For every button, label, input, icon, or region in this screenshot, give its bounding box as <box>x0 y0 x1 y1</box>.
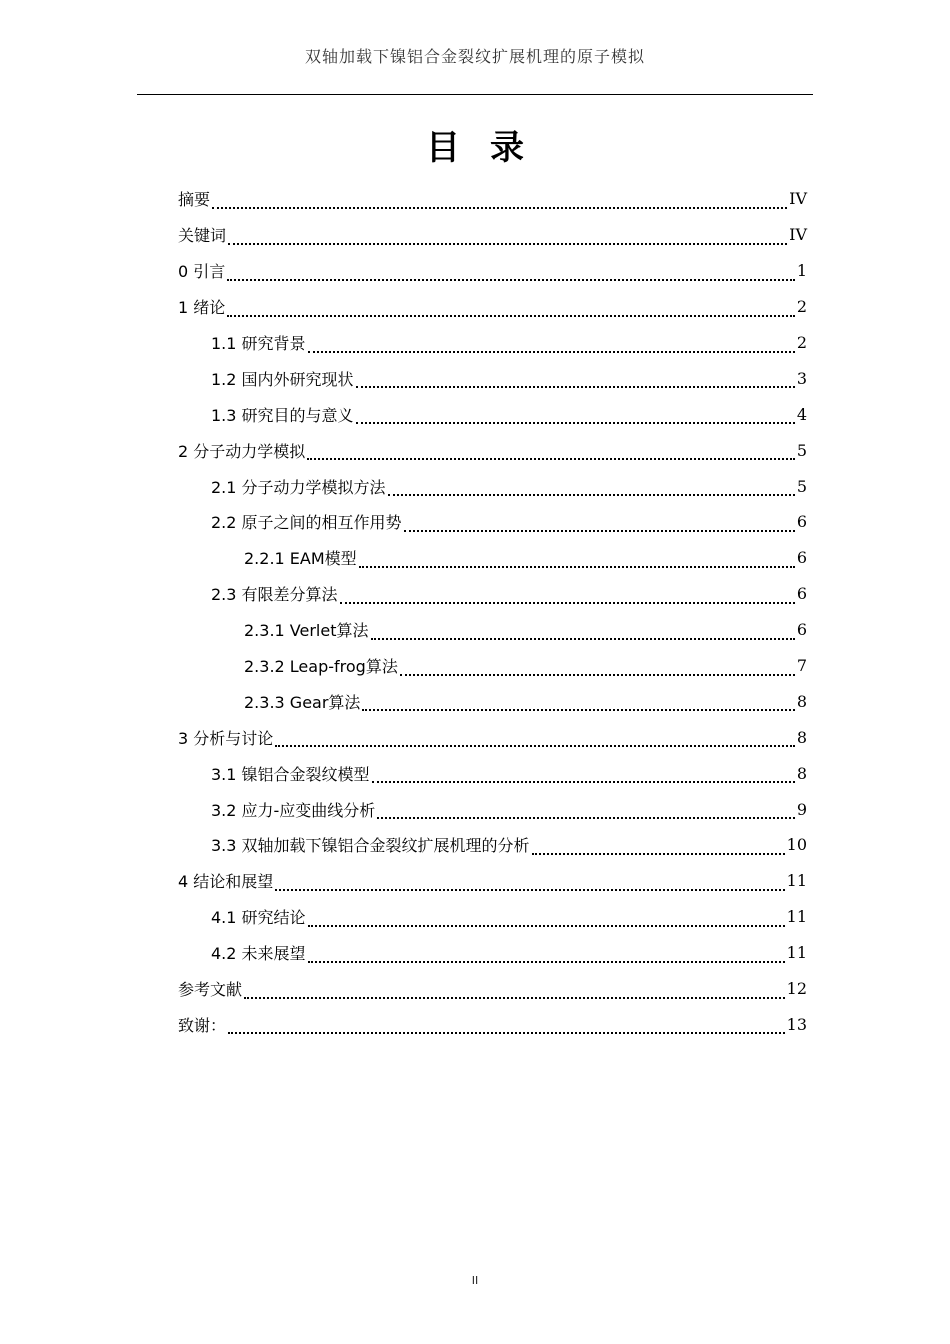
leader-dots <box>400 660 795 676</box>
toc-entry[interactable] <box>178 576 807 612</box>
toc-entry-page: 4 <box>796 404 807 424</box>
toc-entry-page: 10 <box>786 835 807 855</box>
toc-entry[interactable] <box>178 181 807 217</box>
toc-entry-page: 7 <box>796 656 807 676</box>
toc-entry-label: 2.3.3 Gear算法 <box>244 692 361 712</box>
toc-entry-page: 12 <box>786 979 807 999</box>
toc-entry-label: 致谢： <box>178 1015 227 1035</box>
toc-entry-page: IV <box>789 225 807 245</box>
toc-entry-page: 11 <box>786 907 807 927</box>
toc-entry-page: 13 <box>786 1014 807 1034</box>
toc-entry[interactable] <box>178 899 807 935</box>
toc-entry-page: 5 <box>796 476 807 496</box>
toc-entry-page: 5 <box>796 440 807 460</box>
page-number: II <box>471 1274 479 1287</box>
toc-entry-label: 2.3.2 Leap-frog算法 <box>244 657 398 677</box>
toc-entry[interactable] <box>178 253 807 289</box>
toc-entry-label: 3.2 应力-应变曲线分析 <box>211 800 376 820</box>
toc-entry[interactable] <box>178 540 807 576</box>
toc-entry[interactable] <box>178 1006 807 1042</box>
toc-entry-label: 2.3 有限差分算法 <box>211 585 338 605</box>
toc-entry-label: 关键词 <box>178 226 227 246</box>
toc-entry-label: 摘要 <box>178 190 211 210</box>
toc-entry-label: 2.2.1 EAM模型 <box>244 549 357 569</box>
toc-entry-label: 0 引言 <box>178 262 226 282</box>
leader-dots <box>308 337 795 353</box>
leader-dots <box>275 875 784 891</box>
leader-dots <box>356 408 795 424</box>
toc-entry[interactable] <box>178 468 807 504</box>
toc-entry[interactable] <box>178 504 807 540</box>
toc-entry-label: 参考文献 <box>178 980 243 1000</box>
leader-dots <box>308 947 785 963</box>
toc-entry-label: 2 分子动力学模拟 <box>178 441 306 461</box>
leader-dots <box>362 695 794 711</box>
leader-dots <box>340 588 795 604</box>
toc-entry-page: 6 <box>796 512 807 532</box>
table-of-contents <box>178 181 807 1042</box>
toc-entry-page: 11 <box>786 871 807 891</box>
toc-entry[interactable] <box>178 360 807 396</box>
leader-dots <box>228 1018 785 1034</box>
toc-entry[interactable] <box>178 217 807 253</box>
toc-entry-page: 8 <box>796 691 807 711</box>
toc-entry[interactable] <box>178 683 807 719</box>
leader-dots <box>227 265 795 281</box>
toc-entry-label: 1 绪论 <box>178 298 226 318</box>
toc-entry[interactable] <box>178 791 807 827</box>
running-header: 双轴加载下镍铝合金裂纹扩展机理的原子模拟 <box>304 47 645 66</box>
toc-entry-label: 4 结论和展望 <box>178 872 274 892</box>
toc-entry-page: 6 <box>796 620 807 640</box>
toc-entry[interactable] <box>178 432 807 468</box>
toc-entry-page: IV <box>789 189 807 209</box>
leader-dots <box>532 839 785 855</box>
toc-entry-page: 8 <box>796 727 807 747</box>
toc-entry[interactable] <box>178 648 807 684</box>
toc-entry-page: 8 <box>796 763 807 783</box>
toc-entry-page: 2 <box>796 333 807 352</box>
leader-dots <box>404 516 795 532</box>
leader-dots <box>356 372 795 388</box>
toc-entry[interactable] <box>178 612 807 648</box>
toc-entry[interactable] <box>178 719 807 755</box>
leader-dots <box>227 301 795 317</box>
toc-entry[interactable] <box>178 289 807 325</box>
leader-dots <box>275 731 795 747</box>
leader-dots <box>388 480 795 496</box>
toc-entry-page: 6 <box>796 584 807 604</box>
toc-entry-page: 2 <box>796 297 807 317</box>
leader-dots <box>228 229 787 245</box>
leader-dots <box>212 193 787 209</box>
leader-dots <box>308 911 785 927</box>
toc-entry[interactable] <box>178 971 807 1007</box>
toc-entry-page: 6 <box>796 548 807 568</box>
toc-entry-page: 11 <box>786 943 807 963</box>
toc-entry-label: 1.1 研究背景 <box>211 334 306 353</box>
toc-entry[interactable] <box>178 396 807 432</box>
toc-entry-label: 3 分析与讨论 <box>178 728 274 748</box>
leader-dots <box>359 552 795 568</box>
toc-entry-label: 4.2 未来展望 <box>211 944 306 964</box>
toc-entry-label: 1.3 研究目的与意义 <box>211 405 354 425</box>
toc-entry-label: 2.2 原子之间的相互作用势 <box>211 513 402 533</box>
leader-dots <box>371 624 795 640</box>
toc-entry-label: 1.2 国内外研究现状 <box>211 369 354 389</box>
toc-entry-label: 3.3 双轴加载下镍铝合金裂纹扩展机理的分析 <box>211 836 530 856</box>
toc-entry-page: 9 <box>796 799 807 819</box>
toc-entry-label: 3.1 镍铝合金裂纹模型 <box>211 764 370 784</box>
leader-dots <box>307 444 795 460</box>
toc-entry[interactable] <box>178 863 807 899</box>
toc-entry-label: 4.1 研究结论 <box>211 908 306 928</box>
leader-dots <box>377 803 795 819</box>
toc-entry[interactable] <box>178 935 807 971</box>
leader-dots <box>372 767 795 783</box>
toc-entry-page: 1 <box>796 261 807 281</box>
toc-entry[interactable] <box>178 827 807 863</box>
toc-title: 目录 <box>426 128 554 168</box>
toc-entry[interactable] <box>178 755 807 791</box>
toc-entry-label: 2.3.1 Verlet算法 <box>244 621 369 641</box>
leader-dots <box>244 983 785 999</box>
toc-entry-label: 2.1 分子动力学模拟方法 <box>211 477 386 497</box>
header-rule <box>137 94 813 95</box>
toc-entry-page: 3 <box>796 368 807 388</box>
toc-entry[interactable] <box>178 325 807 361</box>
